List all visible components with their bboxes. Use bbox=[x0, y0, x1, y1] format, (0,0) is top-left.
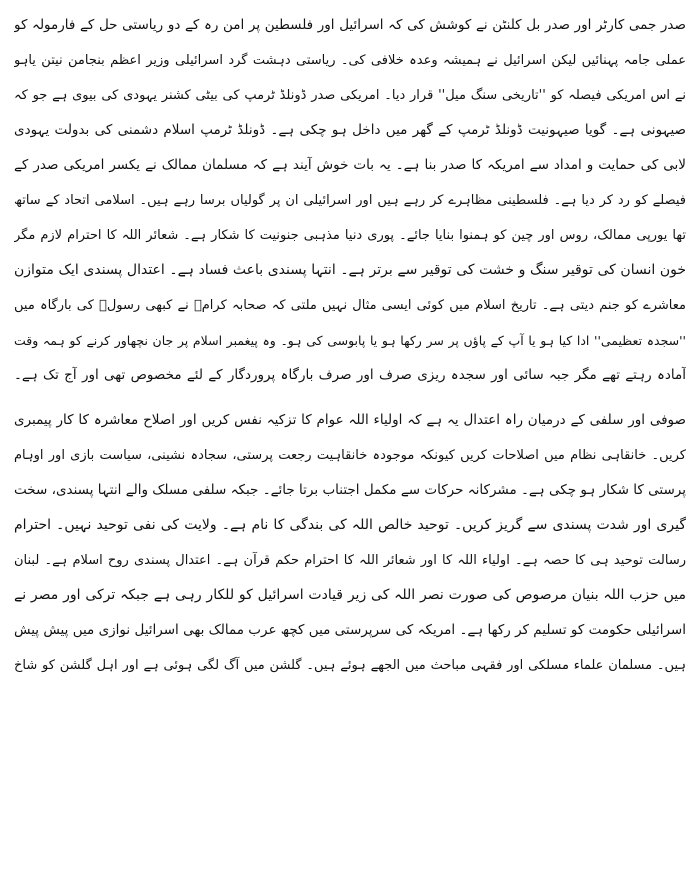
text-line: ہیں۔ مسلمان علماء مسلکی اور فقہی مباحث میں الجھے ہوئے ہیں۔ گلشن میں آگ لگی ہوئی ہے اور اہل گلشن کو شاخ bbox=[14, 658, 686, 673]
text-line: آمادہ رہتے تھے مگر جبہ سائی اور سجدہ ریزی صرف اور صرف بارگاہ پروردگار کے لئے مخصوص تھی اور آج تک ہے۔ bbox=[14, 367, 686, 383]
text-line: خون انسان کی توقیر سنگ و خشت کی توقیر سے برتر ہے۔ انتہا پسندی باعث فساد ہے۔ اعتدال پسندی ایک متوازن bbox=[14, 262, 686, 278]
text-line: پرستی کا شکار ہو چکی ہے۔ مشرکانہ حرکات سے مکمل اجتناب برتا جائے۔ جبکہ سلفی مسلک والے انتہا پسندی، سخت bbox=[14, 482, 686, 498]
text-line: رسالت توحید ہی کا حصہ ہے۔ اولیاء اللہ کا اور شعائر اللہ کا احترام حکم قرآن ہے۔ اعتدال پسندی روح اسلام ہے۔ لبنان bbox=[14, 553, 686, 568]
text-line: ''سجدہ تعظیمی'' ادا کیا ہو یا آپ کے پاؤں پر سر رکھا ہو یا پابوسی کی ہو۔ وہ پیغمبر اسلام پر جان نچھاور کرنے کو ہمہ وقت bbox=[14, 333, 686, 348]
text-line: فیصلے کو رد کر دیا ہے۔ فلسطینی مظاہرے کر رہے ہیں اور اسرائیلی ان پر گولیاں برسا رہے ہیں۔ اسلامی اتحاد کے ساتھ bbox=[14, 193, 686, 208]
text-line: لابی کی حمایت و امداد سے امریکہ کا صدر بنا ہے۔ یہ بات خوش آیند ہے کہ مسلمان ممالک نے یکسر امریکی صدر کے bbox=[14, 157, 686, 173]
text-line: عملی جامہ پہنائیں لیکن اسرائیل نے ہمیشہ وعدہ خلافی کی۔ ریاستی دہشت گرد اسرائیلی وزیر اعظم بنجامن نیتن یاہو bbox=[14, 53, 686, 68]
paragraph-2 bbox=[14, 403, 686, 683]
paragraph-1 bbox=[14, 8, 686, 393]
text-line: معاشرے کو جنم دیتی ہے۔ تاریخ اسلام میں کوئی ایسی مثال نہیں ملتی کہ صحابہ کرامؓ نے کبھی رسولؐ کی بارگاہ میں bbox=[14, 298, 686, 313]
text-line: کریں۔ خانقاہی نظام میں اصلاحات کریں کیونکہ موجودہ خانقاہیت رجعت پرستی، سجادہ نشینی، سیاست بازی اور اوہام bbox=[14, 448, 686, 463]
text-line: میں حزب اللہ بنیان مرصوص کی صورت نصر اللہ کی زیر قیادت اسرائیل کو للکار رہی ہے جبکہ ترکی اور مصر نے bbox=[14, 587, 686, 603]
text-line: گیری اور شدت پسندی سے گریز کریں۔ توحید خالص اللہ کی بندگی کا نام ہے۔ ولایت کی نفی توحید نہیں۔ احترام bbox=[14, 517, 686, 533]
text-line: صوفی اور سلفی کے درمیان راہ اعتدال یہ ہے کہ اولیاء اللہ عوام کا تزکیہ نفس کریں اور اصلاح معاشرہ کا کار پیمبری bbox=[14, 412, 686, 428]
text-line: صدر جمی کارٹر اور صدر بل کلنٹن نے کوشش کی کہ اسرائیل اور فلسطین پر امن رہ کے دو ریاستی حل کے فارمولہ کو bbox=[14, 17, 686, 33]
text-line: تھا یورپی ممالک، روس اور چین کو ہمنوا بنایا جائے۔ پوری دنیا مذہبی جنونیت کا شکار ہے۔ شعائر اللہ کا احترام لازم مگر bbox=[14, 228, 686, 243]
text-line: نے اس امریکی فیصلہ کو ''تاریخی سنگ میل'' قرار دیا۔ امریکی صدر ڈونلڈ ٹرمپ کی بیٹی کشنر یہودی کی بیوی ہے جو کہ bbox=[14, 88, 686, 103]
text-line: اسرائیلی حکومت کو تسلیم کر رکھا ہے۔ امریکہ کی سرپرستی میں کچھ عرب ممالک بھی اسرائیل نوازی میں پیش پیش bbox=[14, 622, 686, 638]
text-line: صیہونی ہے۔ گویا صیہونیت ڈونلڈ ٹرمپ کے گھر میں داخل ہو چکی ہے۔ ڈونلڈ ٹرمپ اسلام دشمنی کی بدولت یہودی bbox=[14, 122, 686, 138]
